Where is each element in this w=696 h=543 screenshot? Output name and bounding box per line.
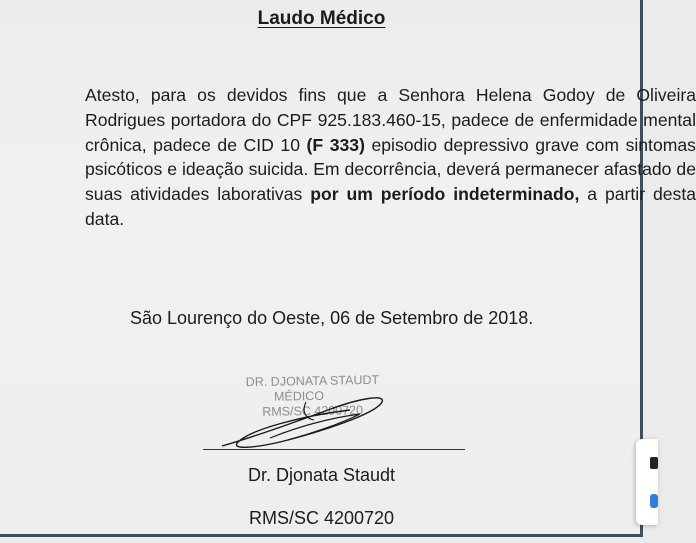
widget-blue-icon[interactable] bbox=[650, 494, 658, 508]
leave-period: por um período indeterminado, bbox=[310, 184, 580, 205]
body-text-part-1: Atesto, para os devidos fins que a Senhora Helena Godoy de Oliveira Rodrigues portadora do CPF 925.183.460-15, padece de enfermidade mental crônica, padece de CID 10 bbox=[85, 85, 696, 155]
stamp-line-registration: RMS/SC 4200720 bbox=[262, 403, 364, 419]
document-body bbox=[23, 83, 696, 232]
stamp-line-name: DR. DJONATA STAUDT bbox=[245, 372, 380, 390]
place-date-line: São Lourenço do Oeste, 06 de Setembro de 2018. bbox=[130, 308, 534, 328]
signer-registration: RMS/SC 4200720 bbox=[248, 508, 395, 528]
widget-dark-icon[interactable] bbox=[650, 457, 658, 469]
handwritten-signature bbox=[210, 380, 450, 460]
cid-code: (F 333) bbox=[306, 134, 365, 155]
stamp-line-title: MÉDICO bbox=[273, 388, 325, 404]
signature-line bbox=[203, 449, 465, 450]
body-text-part-2: episodio depressivo grave com sintomas psicóticos e ideação suicida. Em decorrência, deverá permanecer afastado de suas atividades laborativas bbox=[85, 134, 696, 205]
floating-side-widget[interactable] bbox=[636, 439, 658, 525]
body-text-part-3: a partir desta data. bbox=[85, 184, 696, 229]
signer-name: Dr. Djonata Staudt bbox=[247, 465, 396, 485]
document-title: Laudo Médico bbox=[257, 8, 386, 29]
